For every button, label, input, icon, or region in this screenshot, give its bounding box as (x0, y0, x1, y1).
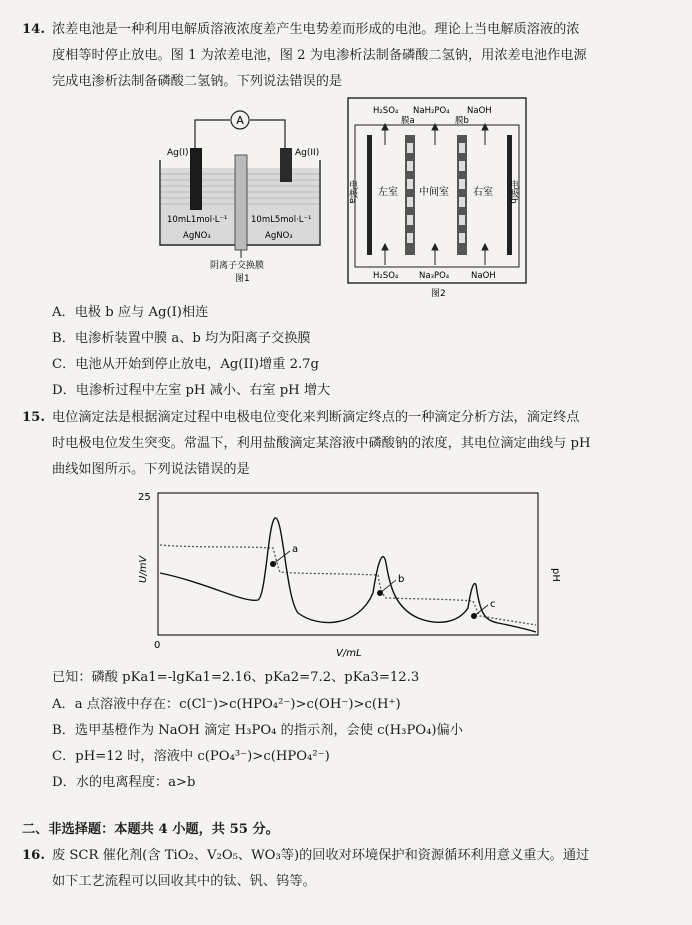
anion-exchange-membrane (235, 155, 247, 250)
membrane-a-label: 膜a (401, 116, 415, 126)
electrode-a-label: 电极a (347, 180, 357, 204)
electrode-ag-i (190, 148, 202, 210)
top-output-1: H₂SO₄ (373, 106, 399, 116)
q14-stem-line-1: 浓差电池是一种利用电解质溶液浓度差产生电势差而形成的电池。理论上当电解质溶液的浓 (52, 22, 580, 37)
electrode-ag-ii (280, 148, 292, 182)
q14-option-a[interactable]: A．电极 b 应与 Ag(I)相连 (52, 305, 209, 320)
q15-stem-line-3: 曲线如图所示。下列说法错误的是 (52, 462, 250, 477)
q16-stem-line-2: 如下工艺流程可以回收其中的钛、钒、钨等。 (52, 874, 316, 889)
q15-stem-line-1: 电位滴定法是根据滴定过程中电极电位变化来判断滴定终点的一种滴定分析方法，滴定终点 (52, 410, 580, 425)
q16-stem-line-1: 废 SCR 催化剂(含 TiO₂、V₂O₅、WO₃等)的回收对环境保护和资源循环利用意义重大。通过 (52, 848, 590, 863)
graph-frame (158, 493, 538, 635)
titration-graph (128, 488, 561, 663)
room-right: 右室 (473, 187, 493, 198)
ammeter-label: A (236, 114, 244, 127)
bottom-input-2: Na₃PO₄ (419, 271, 450, 281)
q14-number: 14. (22, 22, 45, 37)
bottom-input-3: NaOH (471, 271, 496, 281)
y-top-label: 25 (138, 492, 151, 503)
q15-option-d[interactable]: D．水的电离程度：a>b (52, 775, 196, 790)
q14-option-d[interactable]: D．电渗析过程中左室 pH 减小、右室 pH 增大 (52, 383, 331, 398)
membrane-b-label: 膜b (455, 116, 469, 126)
fig1-caption: 图1 (235, 274, 250, 284)
membrane-label: 阴离子交换膜 (210, 261, 265, 271)
q15-stem-line-2: 时电极电位发生突变。常温下，利用盐酸滴定某溶液中磷酸钠的浓度，其电位滴定曲线与 pH (52, 436, 591, 451)
left-solution-conc: 10mL1mol·L⁻¹ (167, 215, 228, 225)
bottom-input-1: H₂SO₄ (373, 271, 399, 281)
q14-option-b[interactable]: B．电渗析装置中膜 a、b 均为阳离子交换膜 (52, 331, 311, 346)
q15-option-c[interactable]: C．pH=12 时，溶液中 c(PO₄³⁻)>c(HPO₄²⁻) (52, 749, 330, 764)
point-c-label: c (490, 599, 496, 610)
room-middle: 中间室 (419, 187, 449, 198)
right-solute: AgNO₃ (265, 231, 293, 241)
y-right-label: pH (550, 568, 561, 582)
q15-option-a[interactable]: A．a 点溶液中存在：c(Cl⁻)>c(HPO₄²⁻)>c(OH⁻)>c(H⁺) (52, 697, 401, 712)
right-solution-conc: 10mL5mol·L⁻¹ (251, 215, 312, 225)
top-output-3: NaOH (467, 106, 492, 116)
x-axis-label: V/mL (336, 648, 362, 659)
q16-number: 16. (22, 848, 45, 863)
room-left: 左室 (378, 187, 398, 198)
fig2-caption: 图2 (431, 289, 446, 299)
q14-stem-line-3: 完成电渗析法制备磷酸二氢钠。下列说法错误的是 (52, 74, 343, 89)
ag-i-label: Ag(I) (167, 148, 189, 158)
section-2-heading: 二、非选择题：本题共 4 小题，共 55 分。 (22, 822, 279, 837)
potential-curve (160, 518, 536, 632)
q15-known: 已知：磷酸 pKa1=-lgKa1=2.16、pKa2=7.2、pKa3=12.3 (52, 670, 420, 685)
figure-2-electrodialysis (345, 95, 530, 300)
figure-1-concentration-cell (155, 100, 335, 285)
left-solute: AgNO₃ (183, 231, 211, 241)
electrode-b-label: 电极b (508, 180, 518, 204)
ph-curve (160, 545, 536, 625)
q15-number: 15. (22, 410, 45, 425)
ag-ii-label: Ag(II) (295, 148, 320, 158)
q14-stem-line-2: 度相等时停止放电。图 1 为浓差电池，图 2 为电渗析法制备磷酸二氢钠，用浓差电池作电源 (52, 48, 587, 63)
q14-option-c[interactable]: C．电池从开始到停止放电，Ag(II)增重 2.7g (52, 357, 319, 372)
electrode-a (367, 135, 372, 255)
q15-option-b[interactable]: B．选甲基橙作为 NaOH 滴定 H₃PO₄ 的指示剂，会使 c(H₃PO₄)偏小 (52, 723, 463, 738)
top-output-2: NaH₂PO₄ (413, 106, 450, 116)
point-b-label: b (398, 574, 405, 585)
origin-label: 0 (154, 640, 161, 651)
point-a-label: a (292, 544, 299, 555)
y-left-label: U/mV (138, 555, 149, 583)
